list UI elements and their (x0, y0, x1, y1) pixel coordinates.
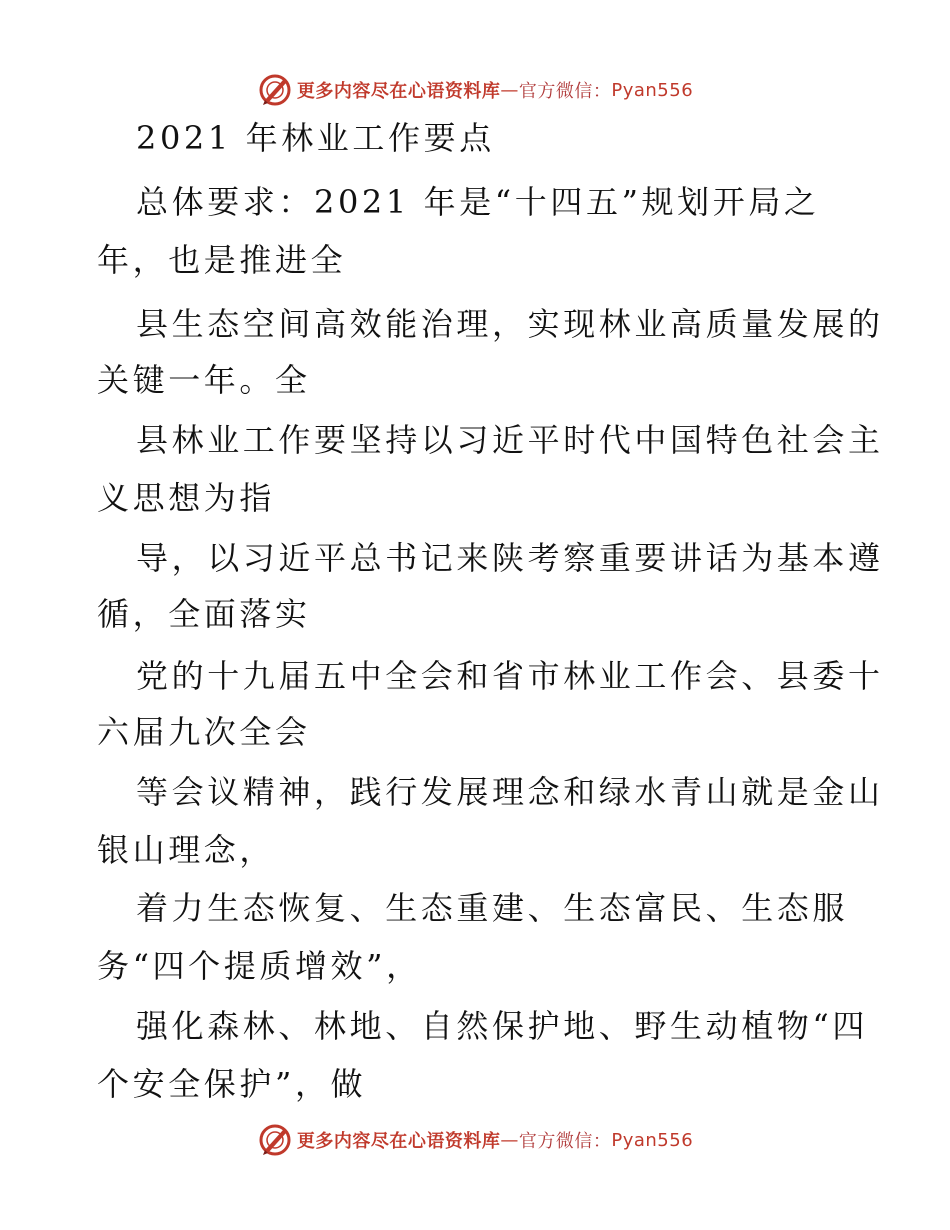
text-line: 等会议精神，践行发展理念和绿水青山就是金山 (136, 773, 884, 811)
text-line: 党的十九届五中全会和省市林业工作会、县委十 (136, 657, 884, 695)
document-title: 2021 年林业工作要点 (136, 119, 495, 157)
text-line: 义思想为指 (97, 479, 276, 517)
header-watermark (0, 70, 950, 110)
watermark-id: Pyan556 (611, 1129, 694, 1151)
watermark-label: 官方微信： (518, 81, 612, 102)
pen-logo-icon (257, 1122, 293, 1158)
text-line: 务“四个提质增效”， (97, 947, 422, 985)
text-line: 着力生态恢复、生态重建、生态富民、生态服 (136, 889, 849, 927)
text-line: 循，全面落实 (97, 595, 311, 633)
watermark-main-text: 更多内容尽在心语资料库 (296, 81, 501, 102)
footer-watermark (0, 1120, 950, 1160)
text-line: 银山理念， (97, 831, 276, 869)
watermark-separator: — (500, 79, 519, 101)
text-line: 强化森林、林地、自然保护地、野生动植物“四 (136, 1007, 868, 1045)
text-line: 总体要求：2021 年是“十四五”规划开局之 (136, 183, 820, 221)
text-line: 个安全保护”，做 (97, 1065, 367, 1103)
pen-logo-icon (257, 72, 293, 108)
text-line: 县生态空间高效能治理，实现林业高质量发展的 (136, 305, 884, 343)
watermark-id: Pyan556 (611, 79, 694, 101)
text-line: 县林业工作要坚持以习近平时代中国特色社会主 (136, 421, 884, 459)
watermark-label: 官方微信： (518, 1131, 612, 1152)
watermark-main-text: 更多内容尽在心语资料库 (296, 1131, 501, 1152)
text-line: 年，也是推进全 (97, 241, 347, 279)
text-line: 关键一年。全 (97, 361, 311, 399)
text-line: 导，以习近平总书记来陕考察重要讲话为基本遵 (136, 539, 884, 577)
watermark-separator: — (500, 1129, 519, 1151)
text-line: 六届九次全会 (97, 713, 311, 751)
